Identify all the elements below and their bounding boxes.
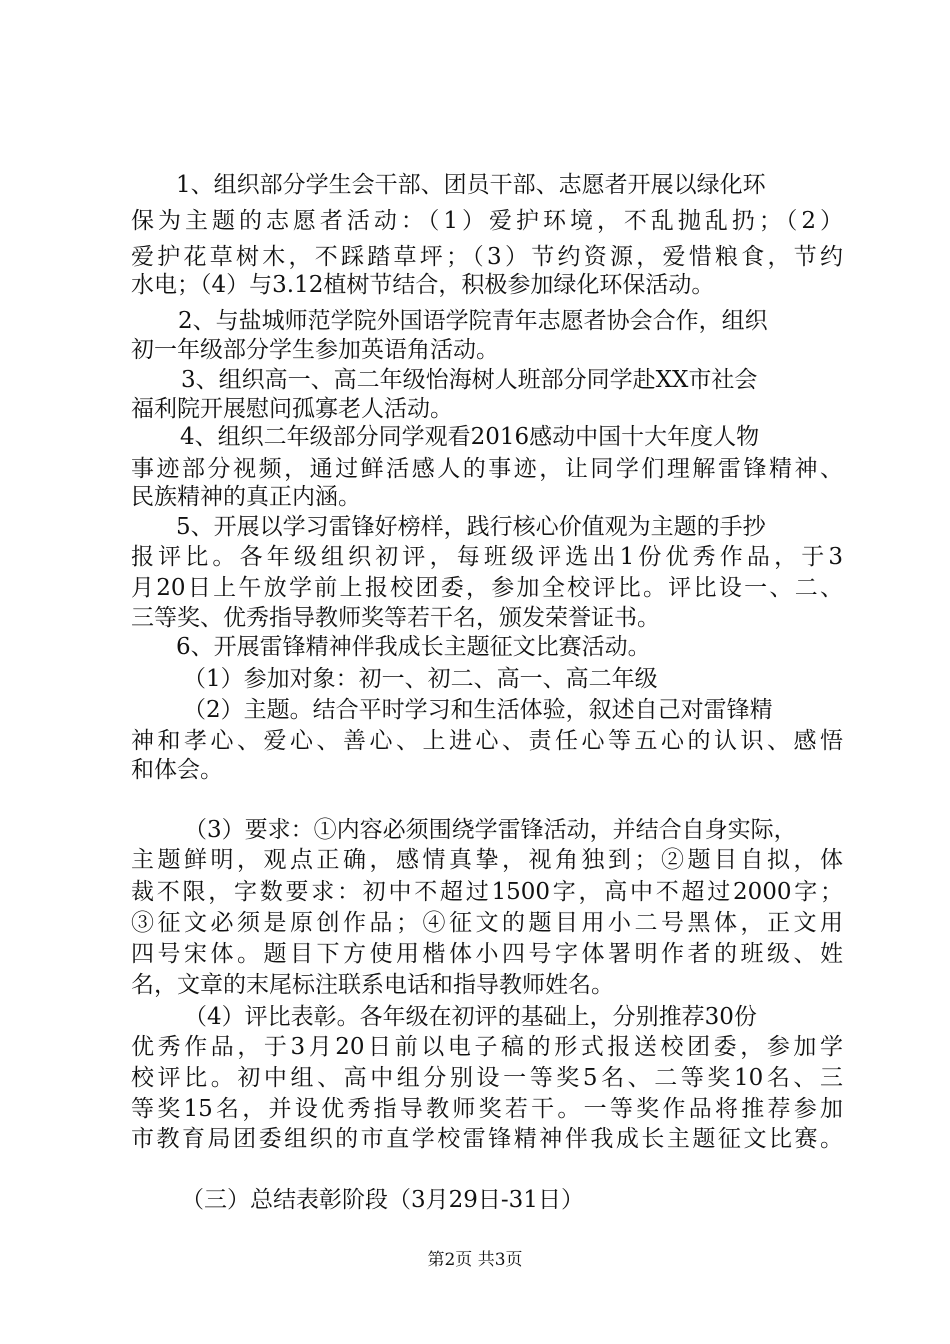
text-line: ③征文必须是原创作品；④征文的题目用小二号黑体，正文用 [131,910,843,936]
text-line: 6、开展雷锋精神伴我成长主题征文比赛活动。 [176,634,651,660]
text-line: 月20日上午放学前上报校团委，参加全校评比。评比设一、二、 [131,575,843,601]
page-number: 第2页 共3页 [427,1250,523,1270]
text-line: （2）主题。结合平时学习和生活体验，叙述自己对雷锋精 [183,697,773,723]
text-line: 保为主题的志愿者活动：（1）爱护环境，不乱抛乱扔；（2） [131,208,843,234]
text-line: 初一年级部分学生参加英语角活动。 [131,337,499,363]
text-line: 名，文章的末尾标注联系电话和指导教师姓名。 [131,972,614,998]
text-line: 4、组织二年级部分同学观看2016感动中国十大年度人物 [180,424,760,450]
text-line: 校评比。初中组、高中组分别设一等奖5名、二等奖10名、三 [131,1065,843,1091]
text-line: 裁不限，字数要求：初中不超过1500字，高中不超过2000字； [131,879,843,905]
text-line: 市教育局团委组织的市直学校雷锋精神伴我成长主题征文比赛。 [131,1126,843,1152]
text-line: 爱护花草树木，不踩踏草坪；（3）节约资源，爱惜粮食，节约 [131,244,843,270]
text-line: 3、组织高一、高二年级怡海树人班部分同学赴XX市社会 [181,367,758,393]
text-line: 四号宋体。题目下方使用楷体小四号字体署明作者的班级、姓 [131,941,843,967]
text-line: 5、开展以学习雷锋好榜样，践行核心价值观为主题的手抄 [176,514,766,540]
text-line: （1）参加对象：初一、初二、高一、高二年级 [183,666,658,692]
text-line: 民族精神的真正内涵。 [131,484,361,510]
text-line: 和体会。 [131,757,223,783]
section-heading: （三）总结表彰阶段（3月29日-31日） [181,1187,584,1213]
text-line: 2、与盐城师范学院外国语学院青年志愿者协会合作，组织 [178,308,768,334]
text-line: （3）要求：①内容必须围绕学雷锋活动，并结合自身实际， [184,817,797,843]
text-line: 事迹部分视频，通过鲜活感人的事迹，让同学们理解雷锋精神、 [131,456,843,482]
text-line: 1、组织部分学生会干部、团员干部、志愿者开展以绿化环 [176,172,766,198]
text-line: 神和孝心、爱心、善心、上进心、责任心等五心的认识、感悟 [131,728,843,754]
text-line: 优秀作品，于3月20日前以电子稿的形式报送校团委，参加学 [131,1034,843,1060]
text-line: 主题鲜明，观点正确，感情真挚，视角独到；②题目自拟，体 [131,847,843,873]
text-line: 三等奖、优秀指导教师奖等若干名，颁发荣誉证书。 [131,605,660,631]
text-line: 等奖15名，并设优秀指导教师奖若干。一等奖作品将推荐参加 [131,1096,843,1122]
text-line: 报评比。各年级组织初评，每班级评选出1份优秀作品，于3 [131,544,843,570]
text-line: 福利院开展慰问孤寡老人活动。 [131,396,453,422]
text-line: （4）评比表彰。各年级在初评的基础上，分别推荐30份 [184,1004,757,1030]
text-line: 水电；（4）与3.12植树节结合，积极参加绿化环保活动。 [131,272,715,298]
